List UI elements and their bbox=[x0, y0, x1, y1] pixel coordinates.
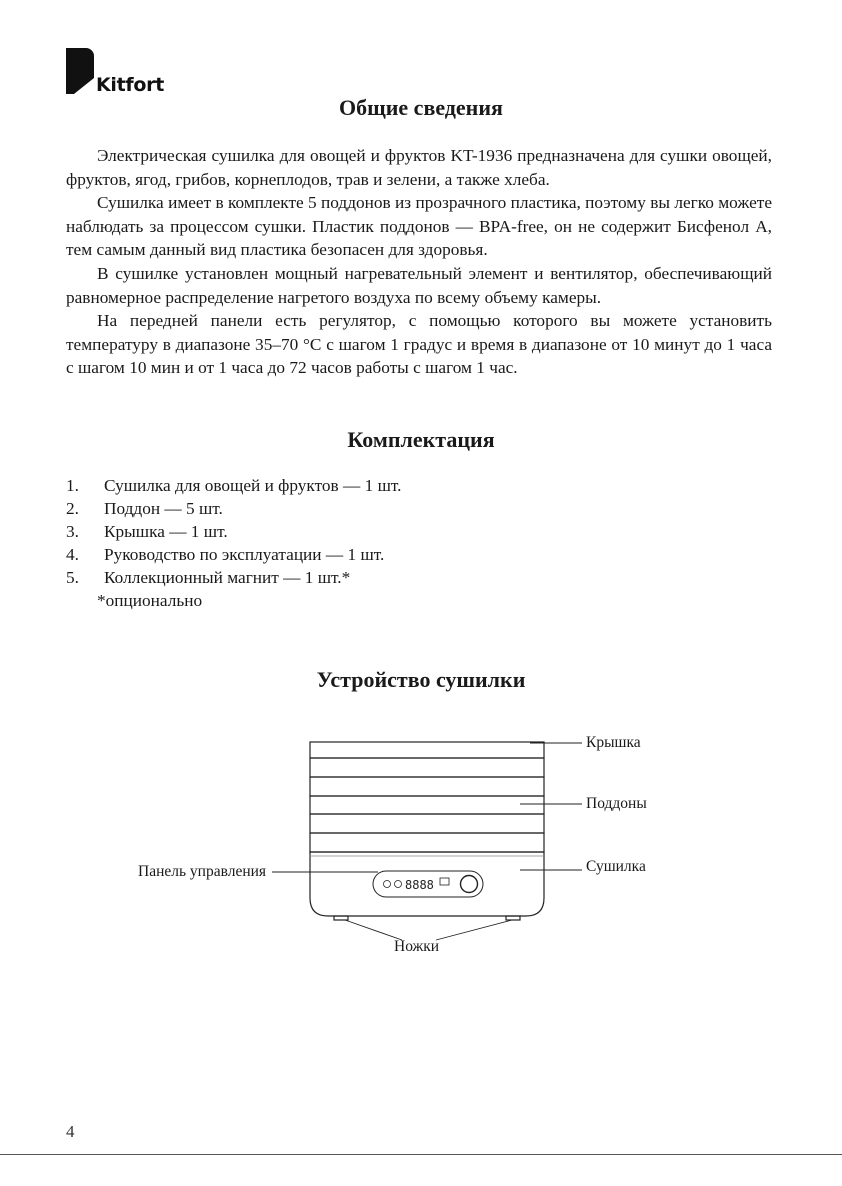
label-trays: Поддоны bbox=[586, 795, 647, 812]
control-knob-shape bbox=[461, 876, 478, 893]
bottom-rule bbox=[0, 1154, 842, 1155]
dryer-illustration bbox=[0, 720, 842, 970]
tray-shape bbox=[310, 777, 544, 796]
foot-shape bbox=[506, 916, 520, 920]
page-number: 4 bbox=[66, 1122, 75, 1141]
brand-name: Kitfort bbox=[96, 74, 164, 96]
paragraph: На передней панели есть регулятор, с помощью которого вы можете установить температуру в диапазоне 35–70 °С с шагом 1 градус и время в диапазоне от 10 минут до 1 часа с шагом 10 мин и от 1 часа до 72 часов работы с шагом 1 час. bbox=[66, 311, 772, 378]
section-title-device: Устройство сушилки bbox=[316, 667, 526, 692]
section-title-kit: Комплектация bbox=[347, 427, 495, 452]
tray-shape bbox=[310, 796, 544, 814]
paragraph: В сушилке установлен мощный нагревательный элемент и вентилятор, обеспечивающий равномерное распределение нагретого воздуха по всему объему камеры. bbox=[66, 263, 772, 307]
list-item: 1. Сушилка для овощей и фруктов — 1 шт. bbox=[66, 476, 402, 495]
kit-note: *опционально bbox=[97, 591, 203, 610]
general-info-text bbox=[66, 144, 772, 380]
paragraph: Электрическая сушилка для овощей и фруктов KT-1936 предназначена для сушки овощей, фруктов, ягод, грибов, корнеплодов, трав и зелени, а также хлеба. bbox=[66, 146, 772, 189]
section-title-general: Общие сведения bbox=[339, 95, 503, 120]
foot-shape bbox=[334, 916, 348, 920]
kitfort-logo-mark-icon bbox=[66, 48, 94, 94]
list-item: 5. Коллекционный магнит — 1 шт.* bbox=[66, 568, 351, 587]
tray-shape bbox=[310, 814, 544, 833]
label-control-panel: Панель управления bbox=[138, 863, 267, 880]
list-item: 4. Руководство по эксплуатации — 1 шт. bbox=[66, 545, 385, 564]
label-feet: Ножки bbox=[394, 938, 440, 955]
label-dryer: Сушилка bbox=[586, 858, 646, 875]
label-lid: Крышка bbox=[586, 734, 641, 751]
tray-shape bbox=[310, 758, 544, 777]
lid-shape bbox=[310, 742, 544, 758]
panel-display: 8888 bbox=[405, 878, 434, 892]
dryer-diagram bbox=[0, 720, 842, 970]
kit-list bbox=[66, 474, 401, 612]
tray-shape bbox=[310, 833, 544, 852]
paragraph: Сушилка имеет в комплекте 5 поддонов из прозрачного пластика, поэтому вы легко можете наблюдать за процессом сушки. Пластик поддонов — BPA-free, он не содержит Бисфенол А, тем самым данный вид пластика безопасен для здоровья. bbox=[66, 193, 772, 260]
list-item: 2. Поддон — 5 шт. bbox=[66, 499, 223, 518]
kitfort-logo bbox=[66, 48, 176, 98]
list-item: 3. Крышка — 1 шт. bbox=[66, 522, 228, 541]
